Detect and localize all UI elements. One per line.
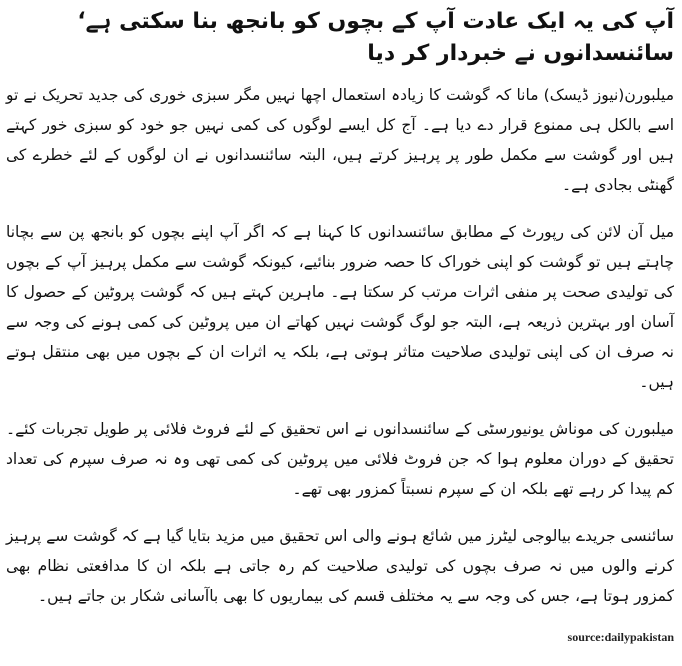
paragraph-1: میلبورن(نیوز ڈیسک) مانا کہ گوشت کا زیادہ استعمال اچھا نہیں مگر سبزی خوری کی جدید تحریک نے تو اسے بالکل ہی ممنوع قرار دے دیا ہے۔ آج کل ایسے لوگوں کی کمی نہیں جو خود کو سبزی خور کہتے ہیں اور گوشت سے مکمل طور پر پرہیز کرتے ہیں، البتہ سائنسدانوں نے ان لوگوں کے لئے خطرے کی گھنٹی بجادی ہے۔: [6, 86, 674, 194]
article: [6, 6, 674, 628]
headline: آپ کی یہ ایک عادت آپ کے بچوں کو بانجھ بنا سکتی ہے‘ سائنسدانوں نے خبردار کر دیا: [77, 9, 674, 66]
source-credit: source:dailypakistan: [567, 630, 674, 644]
paragraph-3: میلبورن کی موناش یونیورسٹی کے سائنسدانوں نے اس تحقیق کے لئے فروٹ فلائی پر طویل تجربات کئے۔ تحقیق کے دوران معلوم ہوا کہ جن فروٹ فلائی میں پروٹین کی کمی تھی وہ نہ صرف سپرم کی تعداد کم پیدا کر رہے تھے بلکہ ان کے سپرم نسبتاً کمزور بھی تھے۔: [6, 420, 674, 498]
paragraph-4: سائنسی جریدے بیالوجی لیٹرز میں شائع ہونے والی اس تحقیق میں مزید بتایا گیا ہے کہ گوشت سے پرہیز کرنے والوں میں نہ صرف بچوں کی تولیدی صلاحیت کم رہ جاتی ہے بلکہ ان کا مدافعتی نظام بھی کمزور ہوتا ہے، جس کی وجہ سے یہ مختلف قسم کی بیماریوں کا بھی باآسانی شکار بن جاتے ہیں۔: [6, 527, 674, 605]
paragraph-2: میل آن لائن کی رپورٹ کے مطابق سائنسدانوں کا کہنا ہے کہ اگر آپ اپنے بچوں کو بانجھ پن سے بچانا چاہتے ہیں تو گوشت کو اپنی خوراک کا حصہ ضرور بنائیے، کیونکہ گوشت سے مکمل پرہیز آپ کے بچوں کی تولیدی صحت پر منفی اثرات مرتب کر سکتا ہے۔ ماہرین کہتے ہیں کہ گوشت پروٹین کے حصول کا آسان اور بہترین ذریعہ ہے، البتہ جو لوگ گوشت نہیں کھاتے ان میں پروٹین کی کمی ہونے کی وجہ سے نہ صرف ان کی اپنی تولیدی صلاحیت متاثر ہوتی ہے، بلکہ یہ اثرات ان کے بچوں میں بھی منتقل ہوتے ہیں۔: [6, 223, 674, 391]
